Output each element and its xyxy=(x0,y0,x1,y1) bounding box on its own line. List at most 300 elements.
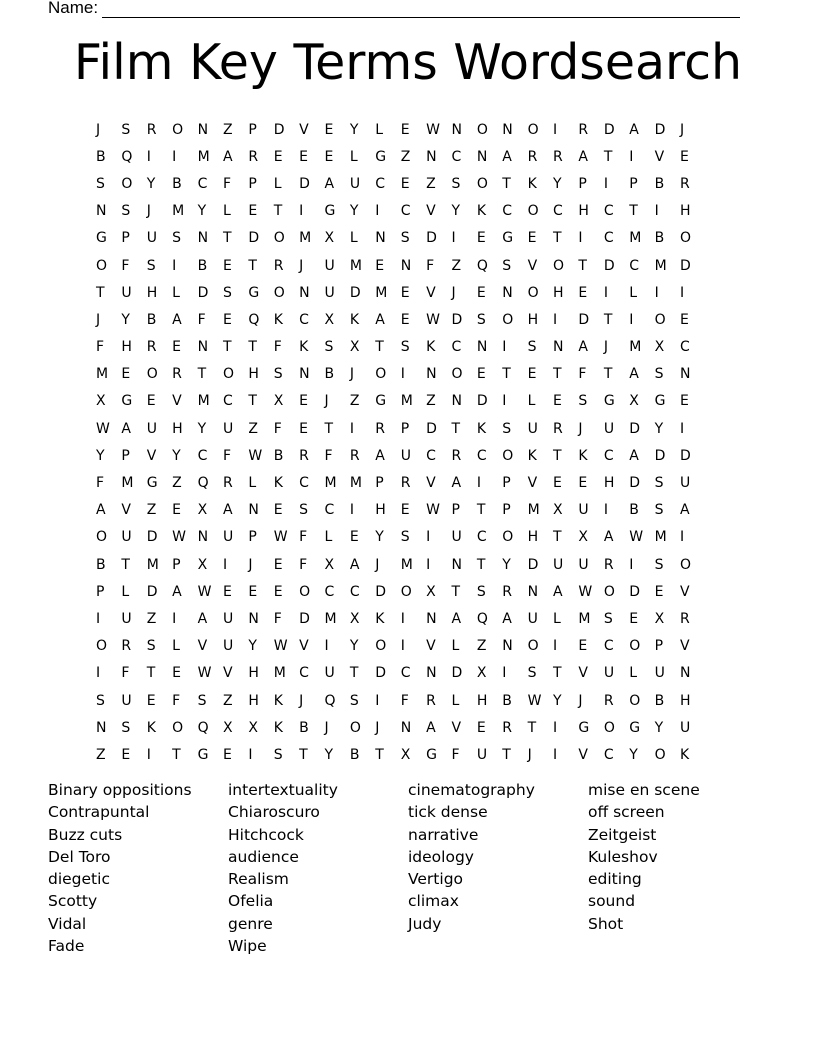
grid-cell: Q xyxy=(197,475,209,492)
grid-cell: E xyxy=(121,746,131,763)
grid-cell: M xyxy=(349,257,362,274)
grid-cell: P xyxy=(121,230,130,247)
grid-cell: H xyxy=(476,692,488,709)
grid-cell: O xyxy=(527,203,539,220)
grid-cell: V xyxy=(426,475,436,492)
grid-cell: E xyxy=(349,529,359,546)
grid-cell: R xyxy=(553,148,563,165)
word-list-item: Kuleshov xyxy=(588,847,658,866)
grid-cell: M xyxy=(578,610,591,627)
word-list-item: mise en scene xyxy=(588,781,700,799)
grid-row xyxy=(96,415,736,442)
grid-cell: E xyxy=(578,475,588,492)
grid-cell: A xyxy=(222,502,233,519)
grid-cell: K xyxy=(273,311,283,328)
grid-cell: E xyxy=(375,257,385,274)
grid-cell: S xyxy=(502,257,512,274)
grid-cell: I xyxy=(603,175,608,192)
grid-cell: C xyxy=(400,203,411,220)
grid-cell: O xyxy=(273,284,285,301)
grid-cell: E xyxy=(248,583,258,600)
grid-cell: F xyxy=(121,665,130,682)
word-list-item: sound xyxy=(588,892,636,911)
name-field[interactable] xyxy=(48,0,740,18)
grid-cell: D xyxy=(451,311,463,328)
grid-cell: F xyxy=(400,692,409,709)
grid-cell: K xyxy=(527,175,537,192)
grid-cell: M xyxy=(121,475,134,492)
grid-cell: D xyxy=(629,475,640,492)
grid-cell: A xyxy=(679,502,690,519)
grid-cell: J xyxy=(375,556,380,573)
grid-cell: R xyxy=(400,475,411,492)
grid-cell: P xyxy=(502,475,511,492)
grid-cell: Y xyxy=(349,638,359,655)
grid-cell: B xyxy=(502,692,512,709)
grid-cell: Q xyxy=(121,148,133,165)
grid-cell: V xyxy=(654,148,665,165)
grid-cell: S xyxy=(654,556,664,573)
grid-cell: M xyxy=(629,230,642,247)
grid-cell: D xyxy=(451,665,463,682)
grid-cell: S xyxy=(121,203,131,220)
grid-cell: E xyxy=(324,121,334,138)
grid-cell: L xyxy=(121,583,130,600)
grid-cell: V xyxy=(146,447,157,464)
grid-cell: V xyxy=(222,665,233,682)
grid-cell: Y xyxy=(502,556,511,573)
grid-cell: U xyxy=(121,610,132,627)
grid-cell: U xyxy=(324,665,335,682)
grid-cell: L xyxy=(451,638,460,655)
grid-row xyxy=(96,198,736,225)
grid-cell: C xyxy=(502,203,513,220)
grid-cell: K xyxy=(273,719,283,736)
word-column xyxy=(408,779,588,957)
grid-cell: L xyxy=(172,284,180,301)
grid-cell: E xyxy=(273,148,283,165)
grid-cell: I xyxy=(172,257,177,274)
grid-cell: N xyxy=(299,366,310,383)
grid-cell: T xyxy=(375,746,384,763)
grid-cell: G xyxy=(629,719,641,736)
grid-cell: L xyxy=(629,665,638,682)
grid-cell: X xyxy=(578,529,589,546)
grid-cell: A xyxy=(375,447,385,464)
grid-cell: V xyxy=(299,638,309,655)
grid-cell: O xyxy=(476,121,488,138)
grid-cell: U xyxy=(121,692,132,709)
grid-cell: Z xyxy=(146,610,157,627)
grid-cell: T xyxy=(578,257,587,274)
grid-cell: A xyxy=(502,148,512,165)
grid-cell: E xyxy=(121,366,131,383)
grid-cell: N xyxy=(451,556,462,573)
grid-cell: P xyxy=(654,638,664,655)
grid-cell: O xyxy=(603,583,615,600)
grid-cell: A xyxy=(222,148,233,165)
grid-cell: U xyxy=(679,719,691,736)
grid-cell: E xyxy=(299,393,308,410)
grid-cell: W xyxy=(172,529,187,546)
page-title: Film Key Terms Wordsearch xyxy=(73,34,743,91)
grid-cell: I xyxy=(476,475,481,492)
grid-cell: P xyxy=(96,583,105,600)
word-list-item: Realism xyxy=(228,870,289,889)
grid-cell: T xyxy=(553,529,562,546)
grid-cell: J xyxy=(578,692,583,709)
word-list-item: tick dense xyxy=(408,803,488,822)
grid-cell: W xyxy=(197,583,212,600)
grid-row xyxy=(96,225,736,252)
grid-cell: X xyxy=(553,502,563,519)
grid-cell: Y xyxy=(654,719,664,736)
grid-cell: U xyxy=(146,230,158,247)
grid-cell: N xyxy=(197,339,209,356)
grid-cell: T xyxy=(451,420,461,437)
grid-row xyxy=(96,143,736,170)
grid-cell: F xyxy=(197,311,206,328)
grid-cell: C xyxy=(400,665,411,682)
grid-cell: J xyxy=(324,393,329,410)
grid-cell: Q xyxy=(197,719,209,736)
grid-cell: X xyxy=(654,610,665,627)
grid-cell: I xyxy=(553,311,558,328)
grid-cell: G xyxy=(426,746,437,763)
grid-cell: H xyxy=(527,529,539,546)
grid-cell: F xyxy=(299,529,308,546)
grid-cell: I xyxy=(172,148,177,165)
grid-cell: I xyxy=(629,148,634,165)
grid-cell: I xyxy=(146,148,151,165)
grid-cell: Y xyxy=(172,447,181,464)
grid-cell: D xyxy=(654,121,666,138)
grid-cell: L xyxy=(629,284,638,301)
grid-row xyxy=(96,524,736,551)
grid-cell: T xyxy=(553,366,562,383)
grid-cell: L xyxy=(222,203,231,220)
grid-cell: G xyxy=(603,393,615,410)
grid-cell: A xyxy=(426,719,436,736)
grid-cell: N xyxy=(527,583,539,600)
grid-cell: P xyxy=(451,502,460,519)
grid-cell: S xyxy=(476,583,486,600)
grid-cell: Y xyxy=(451,203,461,220)
grid-cell: D xyxy=(197,284,209,301)
grid-cell: M xyxy=(273,665,286,682)
grid-cell: E xyxy=(553,475,562,492)
grid-cell: M xyxy=(299,230,312,247)
grid-cell: N xyxy=(426,148,437,165)
grid-cell: N xyxy=(476,339,488,356)
grid-cell: D xyxy=(654,447,666,464)
grid-cell: B xyxy=(273,447,284,464)
grid-cell: S xyxy=(400,339,410,356)
grid-cell: S xyxy=(172,230,182,247)
grid-cell: N xyxy=(426,665,437,682)
letter-grid xyxy=(96,116,736,769)
grid-cell: Z xyxy=(222,121,233,138)
grid-cell: T xyxy=(603,311,613,328)
word-list-item: Ofelia xyxy=(228,892,274,911)
grid-cell: Y xyxy=(248,638,257,655)
grid-cell: L xyxy=(172,638,180,655)
word-list-item: diegetic xyxy=(48,870,110,889)
grid-cell: E xyxy=(578,284,588,301)
grid-cell: W xyxy=(426,121,440,138)
word-list-item: Hitchcock xyxy=(228,825,304,844)
grid-row xyxy=(96,306,736,333)
grid-cell: T xyxy=(222,230,232,247)
grid-cell: C xyxy=(603,203,614,220)
grid-cell: A xyxy=(197,610,208,627)
grid-cell: K xyxy=(679,746,690,763)
word-list-item: editing xyxy=(588,870,642,889)
grid-cell: D xyxy=(299,610,310,627)
grid-cell: E xyxy=(400,175,410,192)
grid-cell: I xyxy=(426,556,431,573)
grid-cell: J xyxy=(679,121,685,138)
grid-cell: O xyxy=(629,638,641,655)
grid-cell: U xyxy=(222,610,234,627)
grid-cell: F xyxy=(222,447,232,464)
grid-row xyxy=(96,334,736,361)
grid-cell: A xyxy=(121,420,131,437)
grid-cell: W xyxy=(197,665,212,682)
grid-cell: N xyxy=(248,502,259,519)
grid-cell: V xyxy=(426,203,436,220)
grid-cell: O xyxy=(654,311,666,328)
grid-cell: R xyxy=(349,447,360,464)
grid-cell: T xyxy=(527,719,537,736)
grid-cell: U xyxy=(603,420,615,437)
word-list-item: Judy xyxy=(408,914,442,933)
grid-cell: N xyxy=(400,719,412,736)
grid-cell: L xyxy=(553,610,561,627)
grid-cell: F xyxy=(324,447,333,464)
grid-cell: V xyxy=(527,475,538,492)
grid-cell: R xyxy=(146,339,157,356)
grid-cell: I xyxy=(679,529,685,546)
grid-cell: A xyxy=(172,311,182,328)
grid-cell: N xyxy=(502,638,513,655)
grid-cell: L xyxy=(349,148,358,165)
grid-cell: K xyxy=(578,447,588,464)
grid-cell: J xyxy=(451,284,456,301)
grid-cell: H xyxy=(375,502,386,519)
grid-cell: I xyxy=(400,366,405,383)
grid-cell: Y xyxy=(197,420,207,437)
grid-cell: I xyxy=(629,311,634,328)
grid-cell: O xyxy=(679,230,692,247)
grid-cell: C xyxy=(603,447,614,464)
grid-cell: E xyxy=(273,556,283,573)
grid-cell: O xyxy=(527,121,539,138)
word-list-item: Vidal xyxy=(48,914,87,933)
grid-cell: I xyxy=(502,665,507,682)
grid-cell: E xyxy=(146,393,156,410)
grid-cell: D xyxy=(476,393,488,410)
grid-cell: F xyxy=(222,175,232,192)
grid-cell: G xyxy=(121,393,133,410)
word-column xyxy=(228,779,408,957)
grid-cell: M xyxy=(172,203,185,220)
grid-cell: F xyxy=(426,257,435,274)
grid-row xyxy=(96,388,736,415)
grid-cell: R xyxy=(527,148,538,165)
grid-cell: O xyxy=(654,746,666,763)
grid-row xyxy=(96,442,736,469)
grid-cell: O xyxy=(299,583,311,600)
grid-cell: X xyxy=(324,311,335,328)
grid-cell: C xyxy=(451,148,462,165)
word-list-item: Chiaroscuro xyxy=(228,803,320,822)
grid-cell: T xyxy=(451,583,461,600)
grid-cell: W xyxy=(248,447,263,464)
grid-cell: E xyxy=(400,502,410,519)
grid-cell: P xyxy=(248,121,257,138)
grid-cell: X xyxy=(324,230,335,247)
grid-cell: Z xyxy=(400,148,411,165)
grid-cell: Z xyxy=(248,420,258,437)
grid-cell: E xyxy=(527,366,537,383)
grid-cell: N xyxy=(299,284,310,301)
grid-cell: M xyxy=(527,502,540,519)
grid-cell: U xyxy=(400,447,411,464)
grid-cell: M xyxy=(654,257,667,274)
grid-cell: W xyxy=(629,529,644,546)
grid-cell: J xyxy=(96,121,101,138)
grid-cell: Z xyxy=(96,746,106,763)
grid-cell: M xyxy=(629,339,642,356)
grid-cell: P xyxy=(121,447,130,464)
grid-cell: R xyxy=(299,447,309,464)
grid-cell: B xyxy=(349,746,360,763)
grid-cell: P xyxy=(400,420,410,437)
grid-cell: R xyxy=(502,719,512,736)
grid-row xyxy=(96,252,736,279)
grid-cell: K xyxy=(527,447,537,464)
grid-cell: E xyxy=(299,420,308,437)
grid-cell: Y xyxy=(324,746,334,763)
grid-cell: C xyxy=(603,230,614,247)
grid-cell: B xyxy=(172,175,182,192)
grid-cell: E xyxy=(553,393,562,410)
grid-cell: U xyxy=(324,284,335,301)
grid-cell: B xyxy=(96,148,106,165)
grid-cell: Y xyxy=(553,175,562,192)
grid-cell: G xyxy=(578,719,590,736)
grid-cell: M xyxy=(146,556,159,573)
grid-cell: S xyxy=(476,311,486,328)
grid-cell: D xyxy=(146,529,158,546)
grid-cell: F xyxy=(96,475,105,492)
grid-cell: F xyxy=(578,366,587,383)
grid-cell: O xyxy=(273,230,285,247)
grid-cell: G xyxy=(324,203,336,220)
grid-cell: S xyxy=(273,366,283,383)
grid-cell: Y xyxy=(375,529,384,546)
grid-cell: I xyxy=(172,610,177,627)
grid-cell: E xyxy=(222,257,232,274)
grid-cell: T xyxy=(197,366,207,383)
grid-cell: X xyxy=(400,746,411,763)
grid-cell: I xyxy=(349,420,355,437)
grid-cell: T xyxy=(476,502,486,519)
grid-cell: S xyxy=(654,475,664,492)
grid-cell: S xyxy=(146,638,156,655)
grid-cell: B xyxy=(146,311,157,328)
grid-cell: I xyxy=(426,529,431,546)
word-list-item: Binary oppositions xyxy=(48,781,192,799)
grid-cell: I xyxy=(349,502,355,519)
grid-cell: P xyxy=(248,529,257,546)
grid-cell: A xyxy=(96,502,106,519)
grid-cell: I xyxy=(400,610,405,627)
grid-cell: N xyxy=(197,121,209,138)
grid-cell: S xyxy=(654,502,664,519)
grid-cell: W xyxy=(578,583,593,600)
grid-cell: E xyxy=(654,583,664,600)
grid-cell: S xyxy=(502,420,512,437)
word-list-item: Zeitgeist xyxy=(588,825,657,844)
name-underline[interactable] xyxy=(102,3,740,18)
grid-cell: L xyxy=(375,121,384,138)
grid-cell: K xyxy=(476,420,487,437)
grid-cell: O xyxy=(222,366,234,383)
grid-cell: Y xyxy=(121,311,130,328)
grid-cell: N xyxy=(679,665,691,682)
grid-cell: N xyxy=(197,230,209,247)
grid-cell: K xyxy=(375,610,385,627)
grid-cell: U xyxy=(553,556,564,573)
grid-cell: A xyxy=(578,339,588,356)
grid-cell: I xyxy=(502,339,507,356)
grid-cell: R xyxy=(172,366,182,383)
grid-cell: S xyxy=(273,746,283,763)
grid-cell: N xyxy=(553,339,564,356)
grid-cell: D xyxy=(527,556,539,573)
word-list-item: climax xyxy=(408,892,459,911)
grid-cell: I xyxy=(96,665,101,682)
grid-cell: B xyxy=(654,230,665,247)
grid-cell: A xyxy=(629,121,639,138)
grid-cell: X xyxy=(629,393,639,410)
grid-cell: R xyxy=(603,692,614,709)
grid-cell: U xyxy=(679,475,691,492)
grid-cell: T xyxy=(502,746,511,763)
word-list-item: Del Toro xyxy=(48,847,111,866)
grid-cell: O xyxy=(502,529,514,546)
grid-cell: D xyxy=(299,175,310,192)
grid-cell: G xyxy=(197,746,209,763)
grid-cell: M xyxy=(375,284,388,301)
grid-row xyxy=(96,660,736,687)
grid-cell: G xyxy=(654,393,666,410)
grid-cell: I xyxy=(603,284,608,301)
grid-cell: C xyxy=(629,257,639,274)
grid-cell: Z xyxy=(222,692,233,709)
grid-cell: R xyxy=(426,692,436,709)
grid-cell: I xyxy=(299,203,304,220)
grid-cell: I xyxy=(603,502,608,519)
grid-cell: K xyxy=(426,339,436,356)
grid-cell: Q xyxy=(324,692,336,709)
grid-cell: R xyxy=(451,447,462,464)
grid-cell: I xyxy=(629,556,634,573)
grid-cell: V xyxy=(172,393,182,410)
word-list-item: cinematography xyxy=(408,781,535,799)
